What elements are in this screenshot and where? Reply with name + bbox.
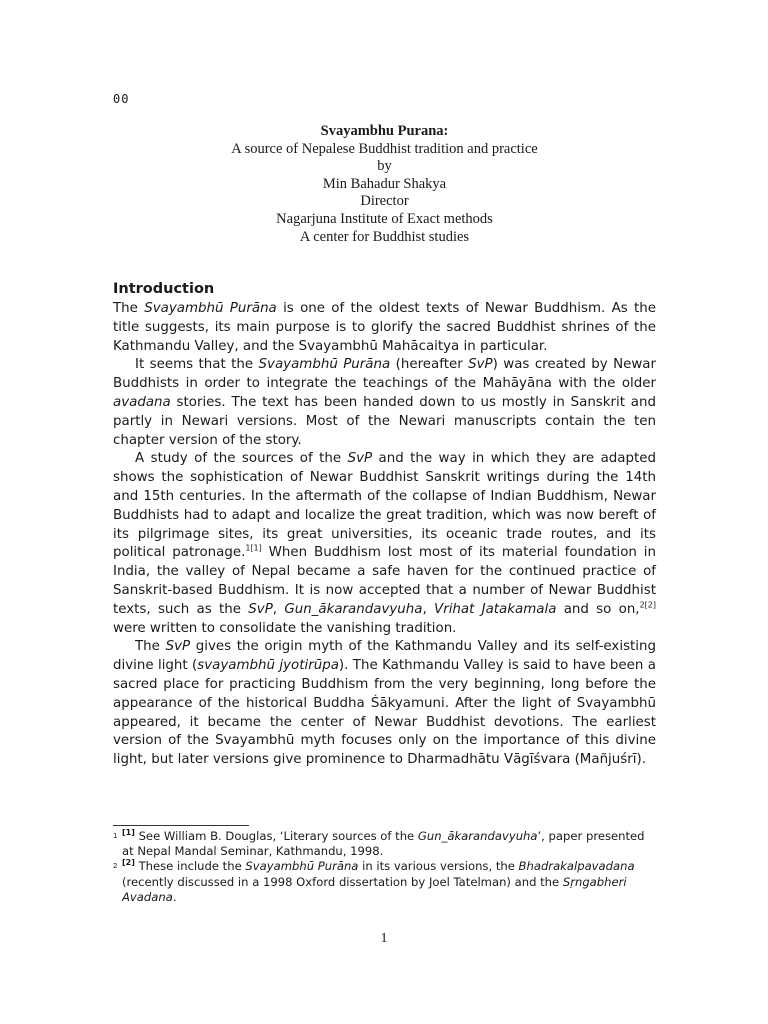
footnote-1: 1 [1] See William B. Douglas, ‘Literary sources of the Gun_ākarandavyuha’, paper presented at Nepal Mandal Seminar, Kathmandu, 1998. (113, 828, 645, 859)
footnote-backref[interactable]: [2] (122, 858, 135, 868)
footnote-2: 2 [2] These include the Svayambhū Purāna in its various versions, the Bhadrakalpavadana (recently discussed in a 1998 Oxford dissertation by Joel Tatelman) and the Sṛngabheri Avadana. (113, 858, 635, 904)
body-text (113, 300, 656, 770)
byline-by: by (377, 158, 392, 175)
paragraph-2: It seems that the Svayambhū Purāna (hereafter SvP) was created by Newar Buddhists in order to integrate the teachings of the Mahāyāna with the older avadana stories. The text has been handed down to us mostly in Sanskrit and partly in Newari versions. Most of the Newari manuscripts contain the ten chapter version of the story. (113, 357, 657, 448)
paragraph-4: The SvP gives the origin myth of the Kathmandu Valley and its self-existing divine light (svayambhū jyotirūpa). The Kathmandu Valley is said to have been a sacred place for practicing Buddhism from the very beginning, long before the appearance of the historical Buddha Śākyamuni. After the light of Svayambhū appeared, it became the center of Newar Buddhist devotions. The earliest version of the Svayambhū myth focuses only on the importance of this divine light, but later versions give prominence to Dharmadhātu Vāgīśvara (Mañjuśrī). (113, 639, 656, 768)
section-heading: Introduction (113, 281, 215, 297)
footnote-number: 1 (113, 832, 118, 840)
footnote-number: 2 (113, 862, 118, 871)
document-title: Svayambhu Purana: (320, 123, 449, 139)
center-name: A center for Buddhist studies (299, 228, 470, 245)
author-role: Director (360, 193, 409, 210)
footnote-ref-2[interactable]: 2[2] (639, 600, 656, 610)
header-mark: 00 (113, 92, 130, 106)
author-name: Min Bahadur Shakya (322, 175, 447, 192)
footnote-separator (113, 825, 249, 826)
footnote-backref[interactable]: [1] (122, 828, 135, 838)
institute-name: Nagarjuna Institute of Exact methods (276, 210, 493, 227)
document-subtitle: A source of Nepalese Buddhist tradition and practice (231, 140, 538, 157)
paragraph-1: The Svayambhū Purāna is one of the oldest texts of Newar Buddhism. As the title suggests, its main purpose is to glorify the sacred Buddhist shrines of the Kathmandu Valley, and the Svayambhū Mahācaitya in particular. (113, 301, 657, 354)
page-number: 1 (380, 931, 388, 946)
footnote-ref-1[interactable]: 1[1] (245, 543, 262, 553)
paragraph-3: A study of the sources of the SvP and the way in which they are adapted shows the sophistication of Newar Buddhist Sanskrit writings during the 14th and 15th centuries. In the aftermath of the collapse of Indian Buddhism, Newar Buddhists had to adapt and localize the great tradition, which was now bereft of its pilgrimage sites, its great universities, its oceanic trade routes, and its political patronage.$^{1[1]}$ When Buddhism lost most of its material foundation in India, the valley of Nepal became a safe haven for the continued practice of Sanskrit-based Buddhism. It is now accepted that a number of Newar Buddhist texts, such as the SvP, Gun_ākarandavyuha, Vrihat Jatakamala and so on,$^{2[2]}$ were written to consolidate the vanishing tradition. (113, 451, 656, 636)
title-block (113, 123, 656, 246)
footnotes (113, 829, 656, 905)
